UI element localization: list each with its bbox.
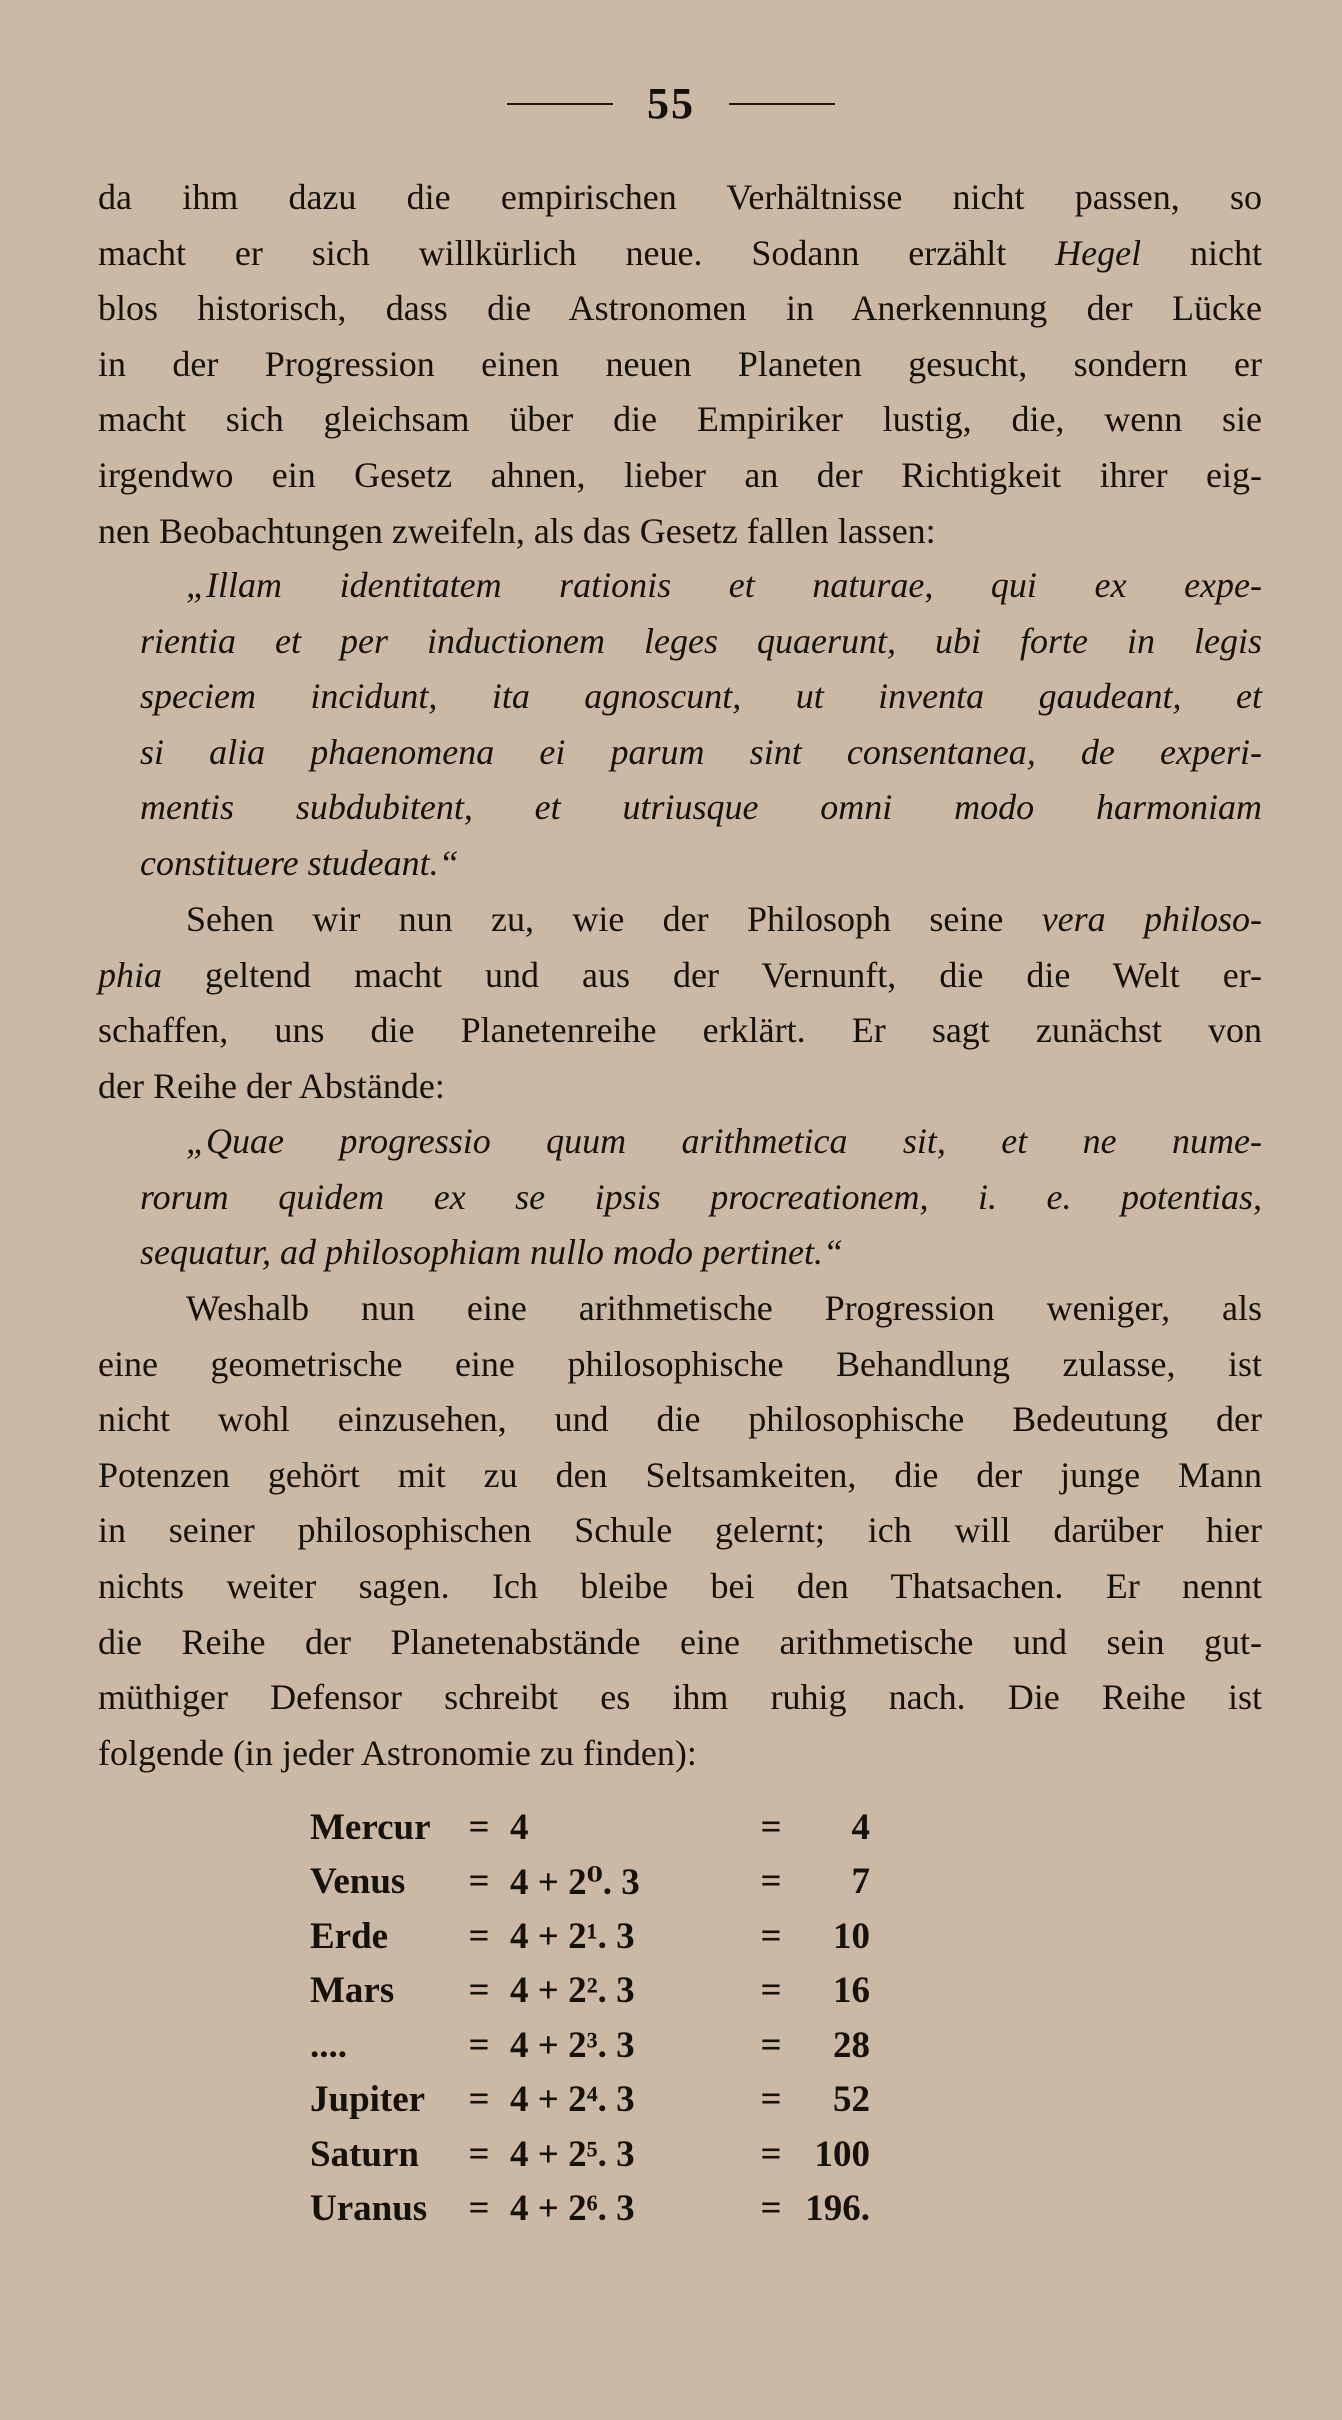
distance-value: 196. [805, 2188, 870, 2230]
text-line: die Reihe der Planetenabstände eine arithmetische und sein gut- [98, 1621, 1262, 1662]
distance-value: 16 [833, 1970, 870, 2012]
header-rule-right [729, 103, 835, 105]
latin-quote-1 [98, 558, 1262, 892]
planet-name: Erde [310, 1915, 389, 1957]
table-row [310, 2018, 870, 2073]
distance-value: 52 [833, 2079, 870, 2121]
distance-value: 4 [851, 1806, 870, 1848]
text-line: in der Progression einen neuen Planeten gesucht, sondern er [98, 343, 1262, 384]
equals-sign: = [468, 2079, 490, 2121]
header-rule-left [507, 103, 613, 105]
planet-name: Venus [310, 1861, 406, 1903]
equals-sign: = [760, 1970, 782, 2012]
quote-line: rientia et per inductionem leges quaerunt, ubi forte in legis [140, 620, 1262, 661]
planet-name: Jupiter [310, 2079, 426, 2121]
table-row [310, 1855, 870, 1910]
planet-name: Uranus [310, 2188, 428, 2230]
quote-line: constituere studeant.“ [140, 842, 459, 883]
distance-value: 100 [814, 2133, 870, 2175]
paragraph-1 [98, 170, 1262, 559]
text-line: Weshalb nun eine arithmetische Progression weniger, als [186, 1288, 1262, 1328]
equals-sign: = [468, 2188, 490, 2230]
quote-line: „Quae progressio quum arithmetica sit, et ne nume- [186, 1121, 1262, 1161]
page-header [0, 78, 1342, 129]
text-line: blos historisch, dass die Astronomen in Anerkennung der Lücke [98, 288, 1262, 329]
table-row [310, 2182, 870, 2237]
text-line: nen Beobachtungen zweifeln, als das Gesetz fallen lassen: [98, 510, 936, 551]
text-line: nicht wohl einzusehen, und die philosophische Bedeutung der [98, 1399, 1262, 1440]
equals-sign: = [760, 2079, 782, 2121]
formula: 4 + 2³. 3 [510, 2024, 635, 2066]
equals-sign: = [468, 2024, 490, 2066]
distance-value: 10 [833, 1915, 870, 1957]
formula: 4 + 2⁰. 3 [510, 1862, 640, 1904]
equals-sign: = [468, 2133, 490, 2175]
page-number: 55 [647, 79, 695, 128]
name-hegel: Hegel [1055, 232, 1142, 273]
equals-sign: = [468, 1861, 490, 1903]
equals-sign: = [760, 2133, 782, 2175]
equals-sign: = [468, 1970, 490, 2012]
quote-line: rorum quidem ex se ipsis procreationem, i. e. potentias, [140, 1176, 1262, 1217]
text-line: da ihm dazu die empirischen Verhältnisse nicht passen, so [98, 177, 1262, 217]
quote-line: si alia phaenomena ei parum sint consentanea, de experi- [140, 731, 1262, 772]
formula: 4 + 2¹. 3 [510, 1915, 635, 1957]
formula: 4 + 2⁶. 3 [510, 2188, 635, 2230]
planet-distance-table [310, 1800, 870, 2236]
equals-sign: = [760, 1806, 782, 1848]
text-line: Potenzen gehört mit zu den Seltsamkeiten, die der junge Mann [98, 1454, 1262, 1495]
formula: 4 [510, 1806, 529, 1848]
formula: 4 + 2⁴. 3 [510, 2079, 635, 2121]
distance-value: 7 [851, 1861, 870, 1903]
equals-sign: = [760, 2188, 782, 2230]
text-line: phia geltend macht und aus der Vernunft, die die Welt er- [98, 954, 1262, 995]
distance-value: 28 [833, 2024, 870, 2066]
equals-sign: = [760, 1915, 782, 1957]
equals-sign: = [760, 1861, 782, 1903]
text-line: Sehen wir nun zu, wie der Philosoph seine vera philoso- [186, 899, 1263, 939]
quote-line: „Illam identitatem rationis et naturae, qui ex expe- [186, 565, 1262, 605]
equals-sign: = [468, 1915, 490, 1957]
equals-sign: = [760, 2024, 782, 2066]
table-row [310, 1909, 870, 1964]
text-line: eine geometrische eine philosophische Behandlung zulasse, ist [98, 1343, 1262, 1384]
text-line: nichts weiter sagen. Ich bleibe bei den Thatsachen. Er nennt [98, 1565, 1262, 1606]
quote-line: mentis subdubitent, et utriusque omni modo harmoniam [140, 787, 1262, 828]
planet-name: Mars [310, 1970, 395, 2012]
text-line: macht er sich willkürlich neue. Sodann erzählt Hegel nicht [98, 232, 1263, 273]
text-line: schaffen, uns die Planetenreihe erklärt. Er sagt zunächst von [98, 1010, 1262, 1051]
table-row [310, 1964, 870, 2019]
text-line: müthiger Defensor schreibt es ihm ruhig nach. Die Reihe ist [98, 1677, 1262, 1718]
equals-sign: = [468, 1806, 490, 1848]
planet-name: .... [310, 2024, 347, 2066]
formula: 4 + 2². 3 [510, 1970, 635, 2012]
text-line: in seiner philosophischen Schule gelernt; ich will darüber hier [98, 1510, 1262, 1551]
formula: 4 + 2⁵. 3 [510, 2133, 635, 2175]
text-line: macht sich gleichsam über die Empiriker lustig, die, wenn sie [98, 399, 1262, 440]
text-line: der Reihe der Abstände: [98, 1065, 445, 1106]
latin-quote-2 [98, 1114, 1262, 1281]
paragraph-2 [98, 892, 1262, 1114]
text-line: irgendwo ein Gesetz ahnen, lieber an der Richtigkeit ihrer eig- [98, 454, 1262, 495]
table-row [310, 2073, 870, 2128]
text-line: folgende (in jeder Astronomie zu finden): [98, 1732, 697, 1773]
planet-name: Saturn [310, 2133, 419, 2175]
table-row [310, 1800, 870, 1855]
planet-name: Mercur [310, 1806, 431, 1848]
quote-line: sequatur, ad philosophiam nullo modo pertinet.“ [140, 1232, 844, 1273]
paragraph-3 [98, 1281, 1262, 1781]
quote-line: speciem incidunt, ita agnoscunt, ut inventa gaudeant, et [140, 676, 1262, 717]
table-row [310, 2127, 870, 2182]
